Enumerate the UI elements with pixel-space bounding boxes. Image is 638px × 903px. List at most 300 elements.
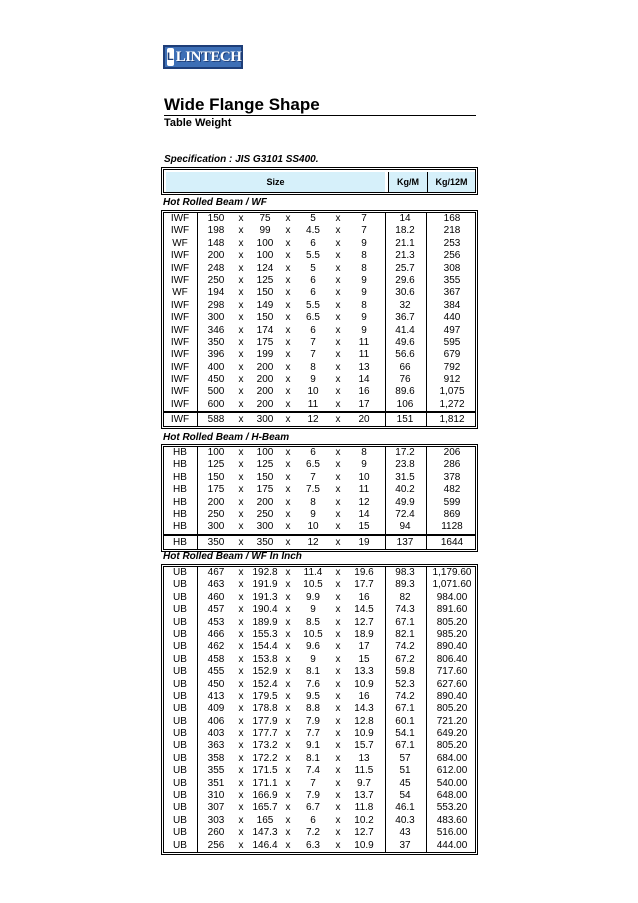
flange-width-cell: 173.2 (252, 740, 278, 752)
beam-type-cell: HB (173, 447, 187, 458)
times-separator: x (285, 237, 291, 249)
kg-per-m-cell: 40.2 (395, 484, 415, 496)
flange-thickness-cell: 13 (358, 752, 370, 764)
times-separator: x (335, 740, 341, 752)
times-separator: x (238, 508, 244, 520)
kg-per-m-cell: 82.1 (395, 628, 415, 640)
times-separator: x (238, 213, 244, 224)
section-label-wf-inch: Hot Rolled Beam / WF In Inch (163, 551, 302, 562)
times-separator: x (335, 250, 341, 262)
depth-cell: 406 (207, 715, 225, 727)
kg-per-m-cell: 32 (399, 299, 411, 311)
times-separator: x (285, 225, 291, 237)
flange-width-cell: 190.4 (252, 604, 278, 616)
times-separator: x (285, 336, 291, 348)
web-thickness-cell: 8.8 (306, 703, 320, 715)
times-separator: x (285, 814, 291, 826)
times-separator: x (238, 628, 244, 640)
times-separator: x (238, 765, 244, 777)
times-separator: x (335, 324, 341, 336)
flange-width-cell: 154.4 (252, 641, 278, 653)
table-row (164, 275, 475, 287)
times-separator: x (285, 690, 291, 702)
flange-width-cell: 200 (256, 374, 274, 386)
flange-thickness-cell: 7 (361, 213, 367, 224)
beam-type-cell: UB (173, 604, 187, 616)
times-separator: x (285, 653, 291, 665)
page-title: Wide Flange Shape (164, 95, 320, 114)
kg-per-12m-cell: 516.00 (436, 827, 468, 839)
flange-thickness-cell: 13.3 (354, 666, 374, 678)
web-thickness-cell: 7 (310, 336, 316, 348)
flange-width-cell: 175 (256, 484, 274, 496)
kg-per-12m-cell: 444.00 (436, 839, 468, 851)
table-row (164, 641, 475, 653)
kg-per-12m-cell: 168 (443, 213, 461, 224)
table-row (164, 629, 475, 641)
beam-type-cell: IWF (170, 299, 190, 311)
flange-thickness-cell: 14 (358, 508, 370, 520)
flange-width-cell: 166.9 (252, 790, 278, 802)
beam-type-cell: UB (173, 653, 187, 665)
times-separator: x (238, 678, 244, 690)
kg-per-m-cell: 36.7 (395, 312, 415, 324)
kg-per-m-cell: 41.4 (395, 324, 415, 336)
kg-per-12m-cell: 482 (443, 484, 461, 496)
beam-type-cell: HB (173, 496, 187, 508)
web-thickness-cell: 6.3 (306, 839, 320, 851)
times-separator: x (238, 752, 244, 764)
depth-cell: 457 (207, 604, 225, 616)
beam-type-cell: UB (173, 802, 187, 814)
kg-per-m-cell: 57 (399, 752, 411, 764)
flange-thickness-cell: 14 (358, 374, 370, 386)
times-separator: x (238, 814, 244, 826)
table-row (164, 604, 475, 616)
beam-type-cell: HB (173, 471, 187, 483)
kg-per-12m-cell: 483.60 (436, 814, 468, 826)
beam-type-cell: HB (173, 536, 187, 548)
depth-cell: 256 (207, 839, 225, 851)
flange-thickness-cell: 17 (358, 398, 370, 410)
table-row (164, 362, 475, 374)
flange-width-cell: 177.7 (252, 728, 278, 740)
times-separator: x (335, 508, 341, 520)
web-thickness-cell: 9 (310, 653, 316, 665)
depth-cell: 462 (207, 641, 225, 653)
times-separator: x (285, 715, 291, 727)
times-separator: x (285, 802, 291, 814)
table-row (164, 349, 475, 361)
kg-per-12m-cell: 890.40 (436, 690, 468, 702)
flange-width-cell: 75 (259, 213, 271, 224)
flange-thickness-cell: 11.8 (354, 802, 374, 814)
flange-thickness-cell: 12.7 (354, 827, 374, 839)
table-wf (161, 210, 478, 429)
kg-per-m-cell: 67.1 (395, 616, 415, 628)
web-thickness-cell: 7.4 (306, 765, 320, 777)
flange-width-cell: 174 (256, 324, 274, 336)
beam-type-cell: UB (173, 752, 187, 764)
table-row (164, 213, 475, 225)
times-separator: x (285, 790, 291, 802)
times-separator: x (285, 508, 291, 520)
flange-thickness-cell: 9 (361, 459, 367, 471)
kg-per-m-cell: 40.3 (395, 814, 415, 826)
kg-per-m-cell: 54 (399, 790, 411, 802)
web-thickness-cell: 6 (310, 324, 316, 336)
times-separator: x (335, 628, 341, 640)
table-row (164, 521, 475, 533)
times-separator: x (238, 777, 244, 789)
kg-per-12m-cell: 717.60 (436, 666, 468, 678)
times-separator: x (335, 653, 341, 665)
header-kg-per-12m: Kg/12M (427, 172, 475, 192)
beam-type-cell: UB (173, 567, 187, 578)
depth-cell: 300 (207, 312, 225, 324)
kg-per-12m-cell: 440 (443, 312, 461, 324)
kg-per-12m-cell: 721.20 (436, 715, 468, 727)
flange-thickness-cell: 8 (361, 250, 367, 262)
table-row (164, 703, 475, 715)
kg-per-12m-cell: 869 (443, 508, 461, 520)
depth-cell: 363 (207, 740, 225, 752)
times-separator: x (238, 521, 244, 533)
web-thickness-cell: 9.9 (306, 591, 320, 603)
web-thickness-cell: 4.5 (306, 225, 320, 237)
web-thickness-cell: 7 (310, 777, 316, 789)
web-thickness-cell: 7.6 (306, 678, 320, 690)
flange-width-cell: 177.9 (252, 715, 278, 727)
kg-per-12m-cell: 891.60 (436, 604, 468, 616)
times-separator: x (335, 703, 341, 715)
kg-per-m-cell: 49.6 (395, 336, 415, 348)
depth-cell: 250 (207, 274, 225, 286)
times-separator: x (335, 591, 341, 603)
flange-thickness-cell: 20 (358, 414, 370, 426)
times-separator: x (335, 604, 341, 616)
beam-type-cell: UB (173, 591, 187, 603)
web-thickness-cell: 11 (307, 398, 319, 410)
flange-width-cell: 250 (256, 508, 274, 520)
kg-per-12m-cell: 308 (443, 262, 461, 274)
kg-per-m-cell: 17.2 (395, 447, 415, 458)
times-separator: x (285, 484, 291, 496)
web-thickness-cell: 6 (310, 237, 316, 249)
kg-per-m-cell: 51 (399, 765, 411, 777)
flange-thickness-cell: 9 (361, 287, 367, 299)
beam-type-cell: UB (173, 740, 187, 752)
beam-type-cell: IWF (170, 250, 190, 262)
flange-thickness-cell: 9.7 (357, 777, 371, 789)
kg-per-12m-cell: 1644 (440, 536, 464, 548)
flange-width-cell: 200 (256, 496, 274, 508)
beam-type-cell: IWF (170, 225, 190, 237)
depth-cell: 307 (207, 802, 225, 814)
table-row (164, 337, 475, 349)
flange-thickness-cell: 11.5 (354, 765, 374, 777)
table-row (164, 238, 475, 250)
kg-per-m-cell: 37 (399, 839, 411, 851)
times-separator: x (238, 703, 244, 715)
kg-per-12m-cell: 286 (443, 459, 461, 471)
kg-per-m-cell: 54.1 (395, 728, 415, 740)
times-separator: x (335, 361, 341, 373)
flange-width-cell: 153.8 (252, 653, 278, 665)
kg-per-12m-cell: 384 (443, 299, 461, 311)
flange-thickness-cell: 14.3 (354, 703, 374, 715)
flange-width-cell: 125 (256, 274, 274, 286)
flange-width-cell: 155.3 (252, 628, 278, 640)
table-hbeam (161, 444, 478, 552)
depth-cell: 396 (207, 349, 225, 361)
table-row (164, 753, 475, 765)
beam-type-cell: HB (173, 508, 187, 520)
web-thickness-cell: 8 (310, 361, 316, 373)
times-separator: x (238, 536, 244, 548)
flange-thickness-cell: 15.7 (354, 740, 374, 752)
times-separator: x (335, 536, 341, 548)
times-separator: x (238, 386, 244, 398)
flange-width-cell: 172.2 (252, 752, 278, 764)
web-thickness-cell: 5.5 (306, 299, 320, 311)
times-separator: x (285, 839, 291, 851)
kg-per-12m-cell: 599 (443, 496, 461, 508)
times-separator: x (238, 653, 244, 665)
depth-cell: 455 (207, 666, 225, 678)
table-row (164, 509, 475, 521)
beam-type-cell: UB (173, 777, 187, 789)
kg-per-12m-cell: 912 (443, 374, 461, 386)
depth-cell: 355 (207, 765, 225, 777)
kg-per-m-cell: 45 (399, 777, 411, 789)
times-separator: x (238, 567, 244, 578)
table-row (164, 459, 475, 471)
times-separator: x (335, 521, 341, 533)
beam-type-cell: IWF (170, 324, 190, 336)
flange-width-cell: 150 (256, 287, 274, 299)
beam-type-cell: UB (173, 616, 187, 628)
times-separator: x (335, 814, 341, 826)
web-thickness-cell: 6 (310, 814, 316, 826)
section-label-wf: Hot Rolled Beam / WF (163, 197, 267, 208)
times-separator: x (285, 414, 291, 426)
kg-per-12m-cell: 792 (443, 361, 461, 373)
depth-cell: 298 (207, 299, 225, 311)
flange-thickness-cell: 7 (361, 225, 367, 237)
times-separator: x (285, 471, 291, 483)
kg-per-12m-cell: 612.00 (436, 765, 468, 777)
times-separator: x (285, 765, 291, 777)
flange-thickness-cell: 12.7 (354, 616, 374, 628)
kg-per-12m-cell: 1,179.60 (432, 567, 472, 578)
times-separator: x (238, 374, 244, 386)
depth-cell: 100 (207, 447, 225, 458)
times-separator: x (238, 287, 244, 299)
beam-type-cell: IWF (170, 213, 190, 224)
flange-thickness-cell: 8 (361, 262, 367, 274)
times-separator: x (238, 666, 244, 678)
times-separator: x (238, 336, 244, 348)
times-separator: x (238, 471, 244, 483)
times-separator: x (285, 579, 291, 591)
table-row (164, 617, 475, 629)
times-separator: x (238, 790, 244, 802)
kg-per-m-cell: 67.1 (395, 740, 415, 752)
depth-cell: 300 (207, 521, 225, 533)
flange-thickness-cell: 10 (358, 471, 370, 483)
depth-cell: 346 (207, 324, 225, 336)
depth-cell: 450 (207, 374, 225, 386)
flange-thickness-cell: 13 (358, 361, 370, 373)
beam-type-cell: WF (172, 237, 188, 249)
flange-width-cell: 152.4 (252, 678, 278, 690)
kg-per-m-cell: 52.3 (395, 678, 415, 690)
times-separator: x (335, 496, 341, 508)
times-separator: x (335, 790, 341, 802)
times-separator: x (285, 777, 291, 789)
times-separator: x (335, 336, 341, 348)
flange-thickness-cell: 18.9 (354, 628, 374, 640)
kg-per-12m-cell: 218 (443, 225, 461, 237)
depth-cell: 358 (207, 752, 225, 764)
kg-per-m-cell: 56.6 (395, 349, 415, 361)
flange-thickness-cell: 19.6 (354, 567, 374, 578)
times-separator: x (238, 715, 244, 727)
flange-width-cell: 199 (256, 349, 274, 361)
kg-per-12m-cell: 805.20 (436, 616, 468, 628)
kg-per-m-cell: 137 (396, 536, 414, 548)
kg-per-m-cell: 74.2 (395, 641, 415, 653)
times-separator: x (285, 728, 291, 740)
times-separator: x (335, 471, 341, 483)
beam-type-cell: IWF (170, 398, 190, 410)
times-separator: x (335, 690, 341, 702)
flange-width-cell: 179.5 (252, 690, 278, 702)
kg-per-m-cell: 43 (399, 827, 411, 839)
web-thickness-cell: 6.5 (306, 459, 320, 471)
depth-cell: 200 (207, 496, 225, 508)
times-separator: x (238, 591, 244, 603)
times-separator: x (238, 324, 244, 336)
times-separator: x (285, 374, 291, 386)
times-separator: x (335, 484, 341, 496)
times-separator: x (285, 628, 291, 640)
table-row (164, 840, 475, 852)
kg-per-m-cell: 82 (399, 591, 411, 603)
flange-width-cell: 300 (256, 521, 274, 533)
web-thickness-cell: 7.5 (306, 484, 320, 496)
flange-width-cell: 152.9 (252, 666, 278, 678)
kg-per-m-cell: 60.1 (395, 715, 415, 727)
flange-thickness-cell: 11 (358, 349, 370, 361)
flange-width-cell: 147.3 (252, 827, 278, 839)
table-row (164, 592, 475, 604)
web-thickness-cell: 10.5 (303, 628, 323, 640)
flange-thickness-cell: 19 (358, 536, 370, 548)
section-label-hbeam: Hot Rolled Beam / H-Beam (163, 432, 290, 443)
times-separator: x (285, 250, 291, 262)
kg-per-12m-cell: 206 (443, 447, 461, 458)
depth-cell: 413 (207, 690, 225, 702)
kg-per-12m-cell: 805.20 (436, 703, 468, 715)
flange-width-cell: 149 (256, 299, 274, 311)
times-separator: x (285, 312, 291, 324)
beam-type-cell: UB (173, 628, 187, 640)
flange-thickness-cell: 15 (358, 653, 370, 665)
times-separator: x (285, 703, 291, 715)
kg-per-m-cell: 46.1 (395, 802, 415, 814)
flange-thickness-cell: 12.8 (354, 715, 374, 727)
beam-type-cell: UB (173, 790, 187, 802)
flange-width-cell: 100 (256, 237, 274, 249)
logo-text: LINTECH (175, 48, 242, 65)
kg-per-12m-cell: 1128 (441, 521, 463, 533)
table-row (164, 579, 475, 591)
web-thickness-cell: 9.1 (306, 740, 320, 752)
times-separator: x (285, 447, 291, 458)
company-logo (163, 45, 243, 69)
table-wf-inch (161, 564, 478, 855)
times-separator: x (238, 414, 244, 426)
times-separator: x (238, 447, 244, 458)
flange-thickness-cell: 10.2 (354, 814, 374, 826)
kg-per-m-cell: 74.3 (395, 604, 415, 616)
flange-width-cell: 125 (256, 459, 274, 471)
flange-width-cell: 100 (256, 250, 274, 262)
kg-per-m-cell: 29.6 (395, 274, 415, 286)
kg-per-12m-cell: 253 (443, 237, 461, 249)
times-separator: x (238, 262, 244, 274)
kg-per-12m-cell: 679 (443, 349, 461, 361)
table-row (164, 287, 475, 299)
beam-type-cell: UB (173, 765, 187, 777)
web-thickness-cell: 10 (307, 386, 319, 398)
depth-cell: 463 (207, 579, 225, 591)
flange-width-cell: 146.4 (252, 839, 278, 851)
flange-width-cell: 178.8 (252, 703, 278, 715)
kg-per-12m-cell: 367 (443, 287, 461, 299)
web-thickness-cell: 6 (310, 287, 316, 299)
times-separator: x (335, 386, 341, 398)
web-thickness-cell: 7.2 (306, 827, 320, 839)
times-separator: x (238, 579, 244, 591)
kg-per-12m-cell: 256 (443, 250, 461, 262)
table-row (164, 497, 475, 509)
web-thickness-cell: 8.1 (306, 666, 320, 678)
depth-cell: 194 (207, 287, 225, 299)
flange-width-cell: 189.9 (252, 616, 278, 628)
times-separator: x (238, 398, 244, 410)
times-separator: x (285, 262, 291, 274)
kg-per-m-cell: 21.1 (395, 237, 415, 249)
kg-per-m-cell: 66 (399, 361, 411, 373)
web-thickness-cell: 7 (310, 349, 316, 361)
depth-cell: 250 (207, 508, 225, 520)
times-separator: x (335, 213, 341, 224)
table-row (164, 654, 475, 666)
flange-width-cell: 191.9 (252, 579, 278, 591)
times-separator: x (238, 361, 244, 373)
times-separator: x (238, 604, 244, 616)
beam-type-cell: HB (173, 459, 187, 471)
web-thickness-cell: 12 (307, 536, 319, 548)
times-separator: x (285, 324, 291, 336)
flange-thickness-cell: 9 (361, 274, 367, 286)
flange-width-cell: 300 (256, 414, 274, 426)
table-row (164, 484, 475, 496)
kg-per-12m-cell: 540.00 (436, 777, 468, 789)
